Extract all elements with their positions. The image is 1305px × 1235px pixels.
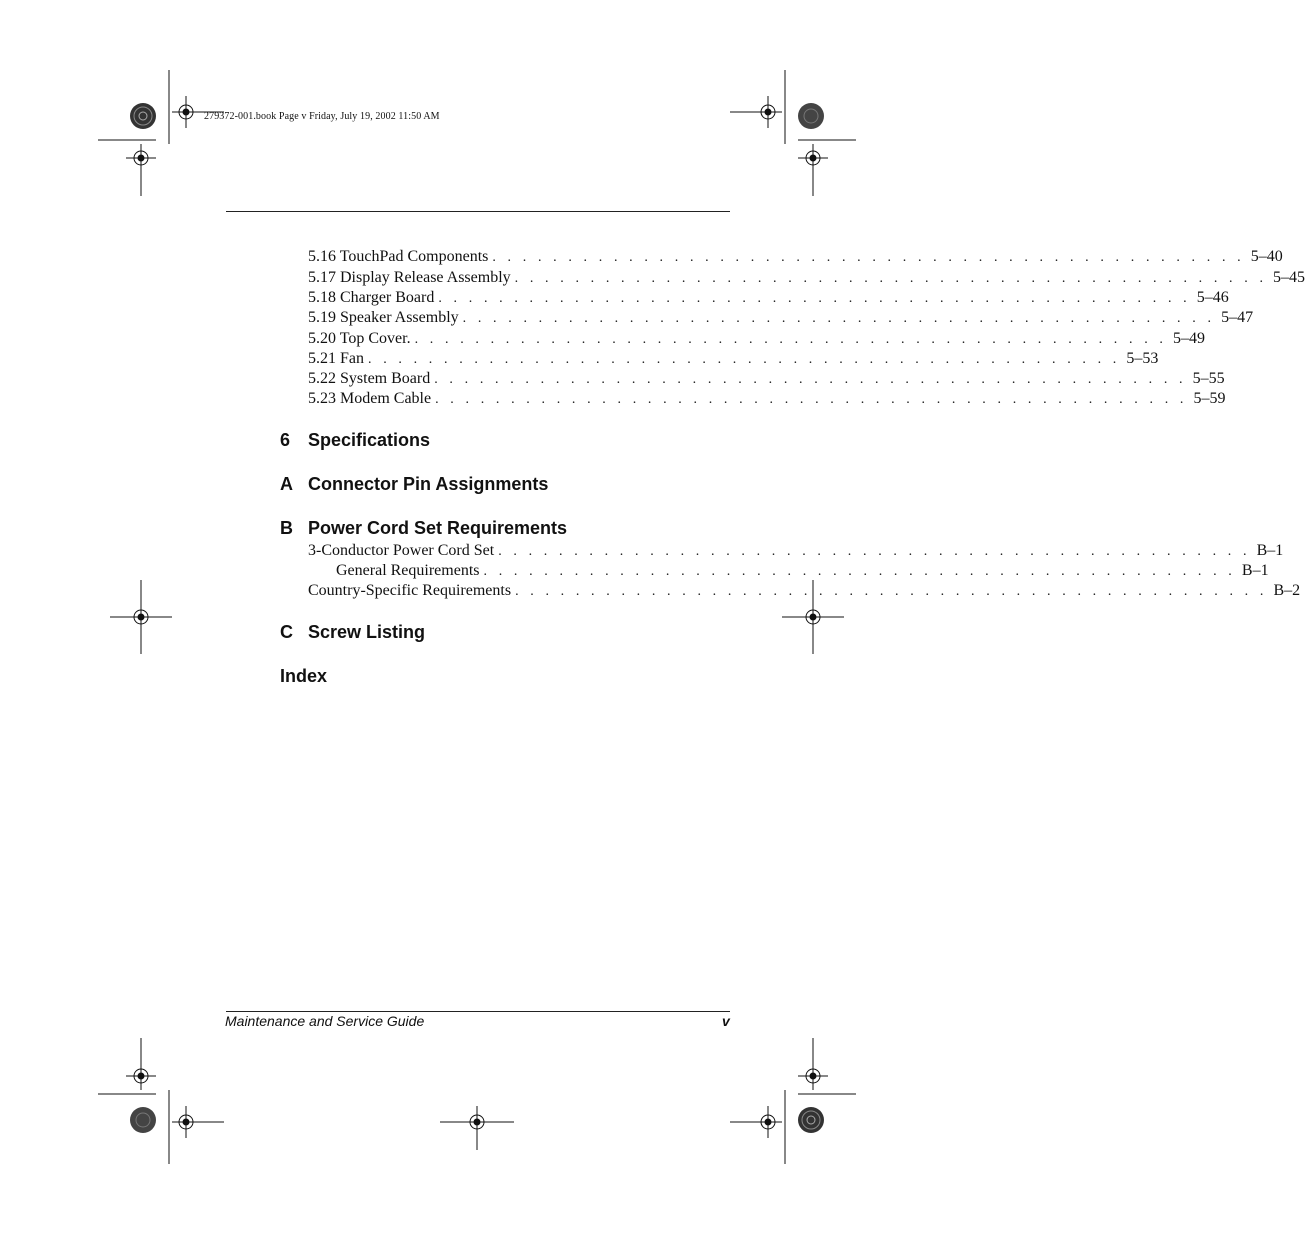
appendix-title: Screw Listing	[308, 622, 426, 642]
toc-appendix-a[interactable]	[280, 474, 548, 498]
toc-entry[interactable]	[308, 582, 1301, 602]
toc-entry-title: 3-Conductor Power Cord Set	[308, 542, 495, 559]
dot-leader: . . . . . . . . . . . . . . . . . . . . . . . . . . . . . . . . . . . . . . . . . . . . . . . . . .	[515, 584, 1268, 599]
appendix-title: Connector Pin Assignments	[308, 474, 549, 494]
toc-chapter-6[interactable]	[280, 430, 430, 454]
dot-leader: . . . . . . . . . . . . . . . . . . . . . . . . . . . . . . . . . . . . . . . . . . . . . . . . . .	[483, 564, 1236, 579]
toc-entry[interactable]	[308, 350, 1159, 370]
starburst-icon	[130, 103, 156, 129]
toc-entry[interactable]	[308, 330, 1205, 350]
print-slug: 279372-001.book Page v Friday, July 19, 2002 11:50 AM	[204, 111, 440, 122]
toc-entry-title: 5.21 Fan	[308, 350, 364, 367]
dot-leader: . . . . . . . . . . . . . . . . . . . . . . . . . . . . . . . . . . . . . . . . . . . . . . . . . .	[498, 544, 1251, 559]
toc-entry[interactable]	[308, 370, 1225, 390]
dot-leader: . . . . . . . . . . . . . . . . . . . . . . . . . . . . . . . . . . . . . . . . . . . . . . . . . .	[438, 291, 1191, 306]
chapter-number: 6	[280, 430, 291, 450]
dot-leader: . . . . . . . . . . . . . . . . . . . . . . . . . . . . . . . . . . . . . . . . . . . . . . . . . .	[462, 311, 1216, 326]
toc-entry[interactable]	[308, 269, 1305, 289]
registration-mark-icon	[126, 144, 156, 196]
toc-entry-page: B–1	[1241, 562, 1269, 579]
index-title: Index	[280, 666, 328, 686]
toc-appendix-b[interactable]	[280, 518, 567, 542]
dot-leader: . . . . . . . . . . . . . . . . . . . . . . . . . . . . . . . . . . . . . . . . . . . . . . . . . .	[434, 372, 1187, 387]
toc-entry[interactable]	[308, 289, 1229, 309]
appendix-letter: A	[280, 474, 293, 494]
starburst-icon	[798, 103, 824, 129]
toc-entry[interactable]	[308, 248, 1283, 268]
registration-mark-icon	[798, 1038, 828, 1090]
starburst-icon	[798, 1107, 824, 1133]
toc-entry-page: 5–45	[1273, 269, 1305, 286]
toc-entry[interactable]	[308, 390, 1226, 410]
toc-entry-page: B–1	[1256, 542, 1284, 559]
registration-mark-icon	[110, 580, 172, 654]
toc-entry-title: 5.18 Charger Board	[308, 289, 435, 306]
toc-appendix-c[interactable]	[280, 622, 425, 646]
toc-entry-title: 5.20 Top Cover.	[308, 330, 411, 347]
appendix-letter: B	[280, 518, 293, 538]
toc-entry-page: 5–55	[1192, 370, 1225, 387]
dot-leader: . . . . . . . . . . . . . . . . . . . . . . . . . . . . . . . . . . . . . . . . . . . . . . . . . .	[514, 271, 1268, 286]
toc-entry-page: 5–59	[1193, 390, 1226, 407]
dot-leader: . . . . . . . . . . . . . . . . . . . . . . . . . . . . . . . . . . . . . . . . . . . . . . . . . .	[414, 332, 1167, 347]
footer-title: Maintenance and Service Guide	[225, 1013, 425, 1029]
toc-entry[interactable]	[308, 309, 1254, 329]
toc-entry[interactable]	[308, 542, 1284, 562]
toc-entry-title: 5.16 TouchPad Components	[308, 248, 489, 265]
toc-entry-page: 5–49	[1173, 330, 1205, 347]
toc-entry-title: 5.23 Modem Cable	[308, 390, 432, 407]
toc-index[interactable]	[280, 666, 327, 690]
registration-mark-icon	[798, 144, 828, 196]
dot-leader: . . . . . . . . . . . . . . . . . . . . . . . . . . . . . . . . . . . . . . . . . . . . . . . . . .	[492, 250, 1245, 265]
dot-leader: . . . . . . . . . . . . . . . . . . . . . . . . . . . . . . . . . . . . . . . . . . . . . . . . . .	[368, 352, 1121, 367]
toc-entry-page: B–2	[1273, 582, 1301, 599]
footer-page-number: v	[722, 1013, 730, 1029]
toc-entry-title: 5.17 Display Release Assembly	[308, 269, 511, 286]
toc-entry[interactable]	[336, 562, 1269, 582]
registration-mark-icon	[172, 1106, 224, 1138]
toc-entry-title: 5.19 Speaker Assembly	[308, 309, 459, 326]
toc-entry-title: 5.22 System Board	[308, 370, 431, 387]
header-rule	[226, 211, 730, 212]
registration-mark-icon	[126, 1038, 156, 1090]
chapter-title: Specifications	[308, 430, 431, 450]
registration-mark-icon	[730, 96, 782, 128]
toc-entry-title: General Requirements	[336, 562, 480, 579]
starburst-icon	[130, 1107, 156, 1133]
toc-entry-title: Country-Specific Requirements	[308, 582, 512, 599]
appendix-title: Power Cord Set Requirements	[308, 518, 568, 538]
toc-entry-page: 5–47	[1221, 309, 1254, 326]
toc-entry-page: 5–53	[1126, 350, 1159, 367]
dot-leader: . . . . . . . . . . . . . . . . . . . . . . . . . . . . . . . . . . . . . . . . . . . . . . . . . .	[435, 392, 1188, 407]
registration-mark-icon	[730, 1106, 782, 1138]
appendix-letter: C	[280, 622, 293, 642]
footer-rule	[226, 1011, 730, 1012]
toc-entry-page: 5–46	[1196, 289, 1229, 306]
toc-entry-page: 5–40	[1250, 248, 1283, 265]
registration-mark-icon	[440, 1106, 514, 1150]
